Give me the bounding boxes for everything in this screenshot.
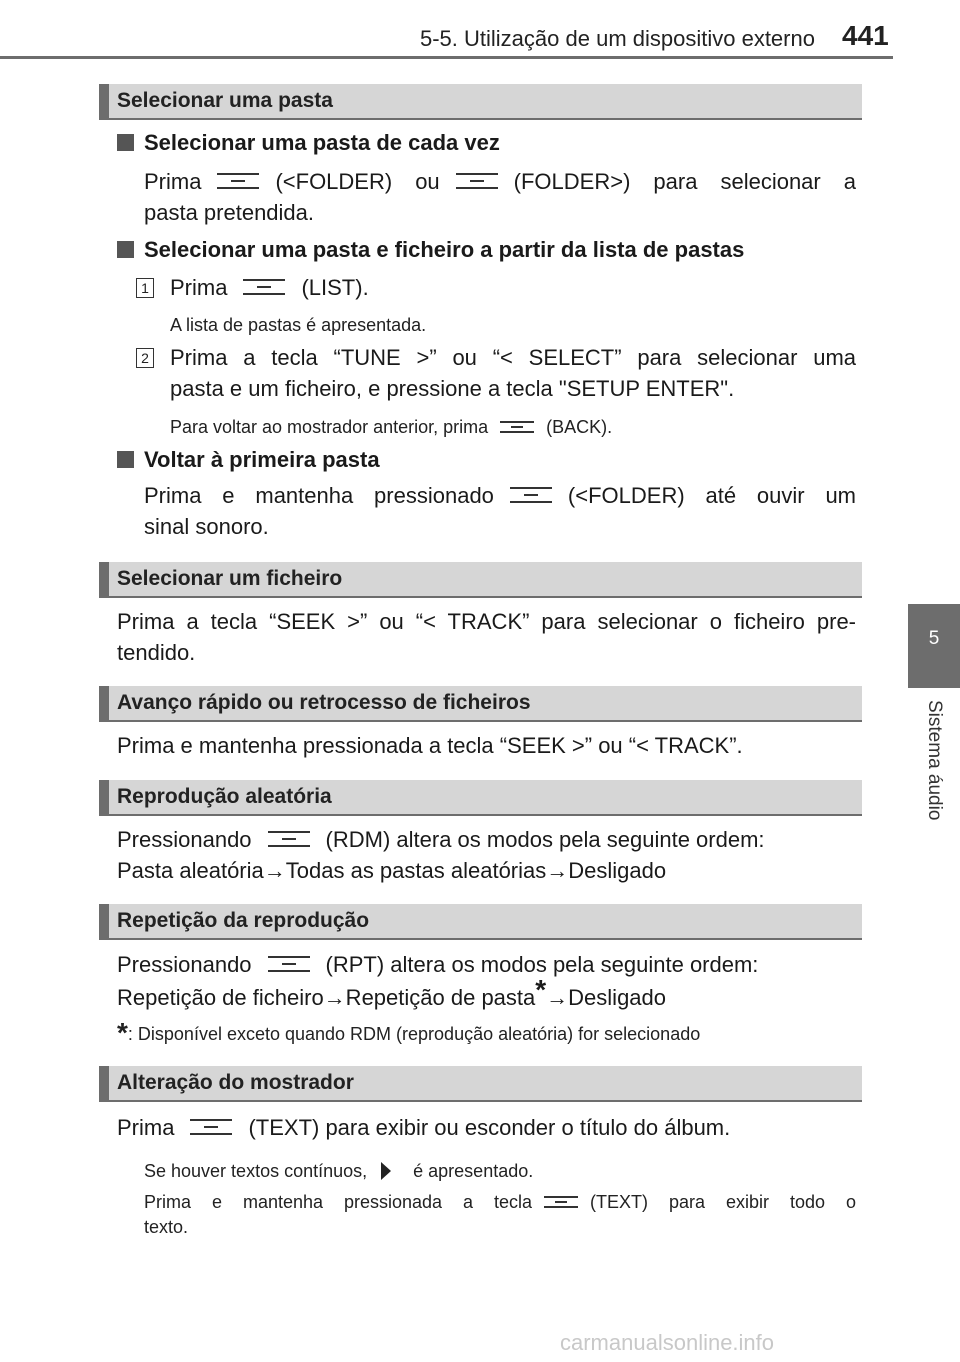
subheading-first-folder: Voltar à primeira pasta: [117, 447, 380, 473]
display-note-2: Prima e mantenha pressionada a tecla (TEXT) para exibir todo o: [144, 1192, 857, 1212]
step-2-line-2: pasta e um ficheiro, e pressione a tecla "SETUP ENTER".: [170, 376, 735, 401]
random-line-1: Pressionando (RDM) altera os modos pela seguinte ordem:: [117, 827, 765, 852]
continue-arrow-icon: [381, 1162, 391, 1180]
watermark: carmanualsonline.info: [560, 1330, 775, 1355]
section-title-folder: Selecionar uma pasta: [117, 89, 333, 112]
footnote-marker: *: [535, 974, 547, 1005]
step-number-2: 2: [136, 348, 154, 368]
file-line-2: tendido.: [117, 640, 196, 665]
display-note-3: texto.: [144, 1217, 189, 1237]
step-1-text: Prima (LIST).: [170, 275, 369, 300]
section-bar-ffrew: [99, 686, 862, 722]
square-bullet-icon: [117, 451, 134, 468]
button-icon: [217, 171, 259, 191]
header-rule: [0, 56, 893, 59]
chapter-side-label: [918, 700, 950, 860]
repeat-line-1: Pressionando (RPT) altera os modos pela seguinte ordem:: [117, 952, 759, 977]
section-title-repeat: Repetição da reprodução: [117, 909, 370, 932]
square-bullet-icon: [117, 134, 134, 151]
chapter-title: 5-5. Utilização de um dispositivo externo: [420, 26, 815, 51]
step-1-note: A lista de pastas é apresentada.: [170, 315, 427, 335]
section-bar-folder: [99, 84, 862, 120]
folder-step-line: Prima (<FOLDER) ou (FOLDER>) para selecionar a: [144, 169, 856, 194]
button-icon: [190, 1117, 232, 1137]
step-2-line-1: Prima a tecla “TUNE >” ou “< SELECT” para selecionar uma: [170, 345, 856, 370]
page-number: 441: [842, 20, 889, 51]
subheading-one-at-a-time: Selecionar uma pasta de cada vez: [117, 130, 500, 156]
first-folder-line-1: Prima e mantenha pressionado (<FOLDER) até ouvir um: [144, 483, 857, 508]
section-bar-file: [99, 562, 862, 598]
random-line-2: Pasta aleatória→Todas as pastas aleatórias→Desligado: [117, 858, 667, 883]
section-title-ffrew: Avanço rápido ou retrocesso de ficheiros: [117, 691, 531, 714]
section-title-random: Reprodução aleatória: [117, 785, 332, 808]
first-folder-line-2: sinal sonoro.: [144, 514, 269, 539]
button-icon: [268, 829, 310, 849]
button-icon: [268, 954, 310, 974]
repeat-footnote: *: Disponível exceto quando RDM (reprodução aleatória) for selecionado: [117, 1017, 701, 1048]
section-title-file: Selecionar um ficheiro: [117, 567, 343, 590]
section-bar-random: [99, 780, 862, 816]
display-note-1: Se houver textos contínuos, é apresentado.: [144, 1161, 534, 1181]
button-icon: [510, 485, 552, 505]
button-icon: [500, 419, 534, 435]
chapter-side-label-text: Sistema áudio: [924, 700, 945, 821]
display-line-1: Prima (TEXT) para exibir ou esconder o título do álbum.: [117, 1115, 731, 1140]
section-title-display: Alteração do mostrador: [117, 1071, 354, 1094]
button-icon: [544, 1194, 578, 1210]
subheading-from-list: Selecionar uma pasta e ficheiro a partir da lista de pastas: [117, 237, 744, 263]
section-bar-repeat: [99, 904, 862, 940]
chapter-tab-number: 5: [928, 628, 940, 649]
section-bar-display: [99, 1066, 862, 1102]
button-icon: [456, 171, 498, 191]
step-number-1: 1: [136, 278, 154, 298]
folder-step-line-2: pasta pretendida.: [144, 200, 315, 225]
square-bullet-icon: [117, 241, 134, 258]
ffrew-line-1: Prima e mantenha pressionada a tecla “SEEK >” ou “< TRACK”.: [117, 733, 743, 758]
button-icon: [243, 277, 285, 297]
file-line-1: Prima a tecla “SEEK >” ou “< TRACK” para selecionar o ficheiro pre-: [117, 609, 856, 634]
step-2-note: Para voltar ao mostrador anterior, prima (BACK).: [170, 417, 613, 437]
footnote-marker: *: [117, 1017, 128, 1048]
repeat-line-2: Repetição de ficheiro→Repetição de pasta*→Desligado: [117, 974, 667, 1010]
